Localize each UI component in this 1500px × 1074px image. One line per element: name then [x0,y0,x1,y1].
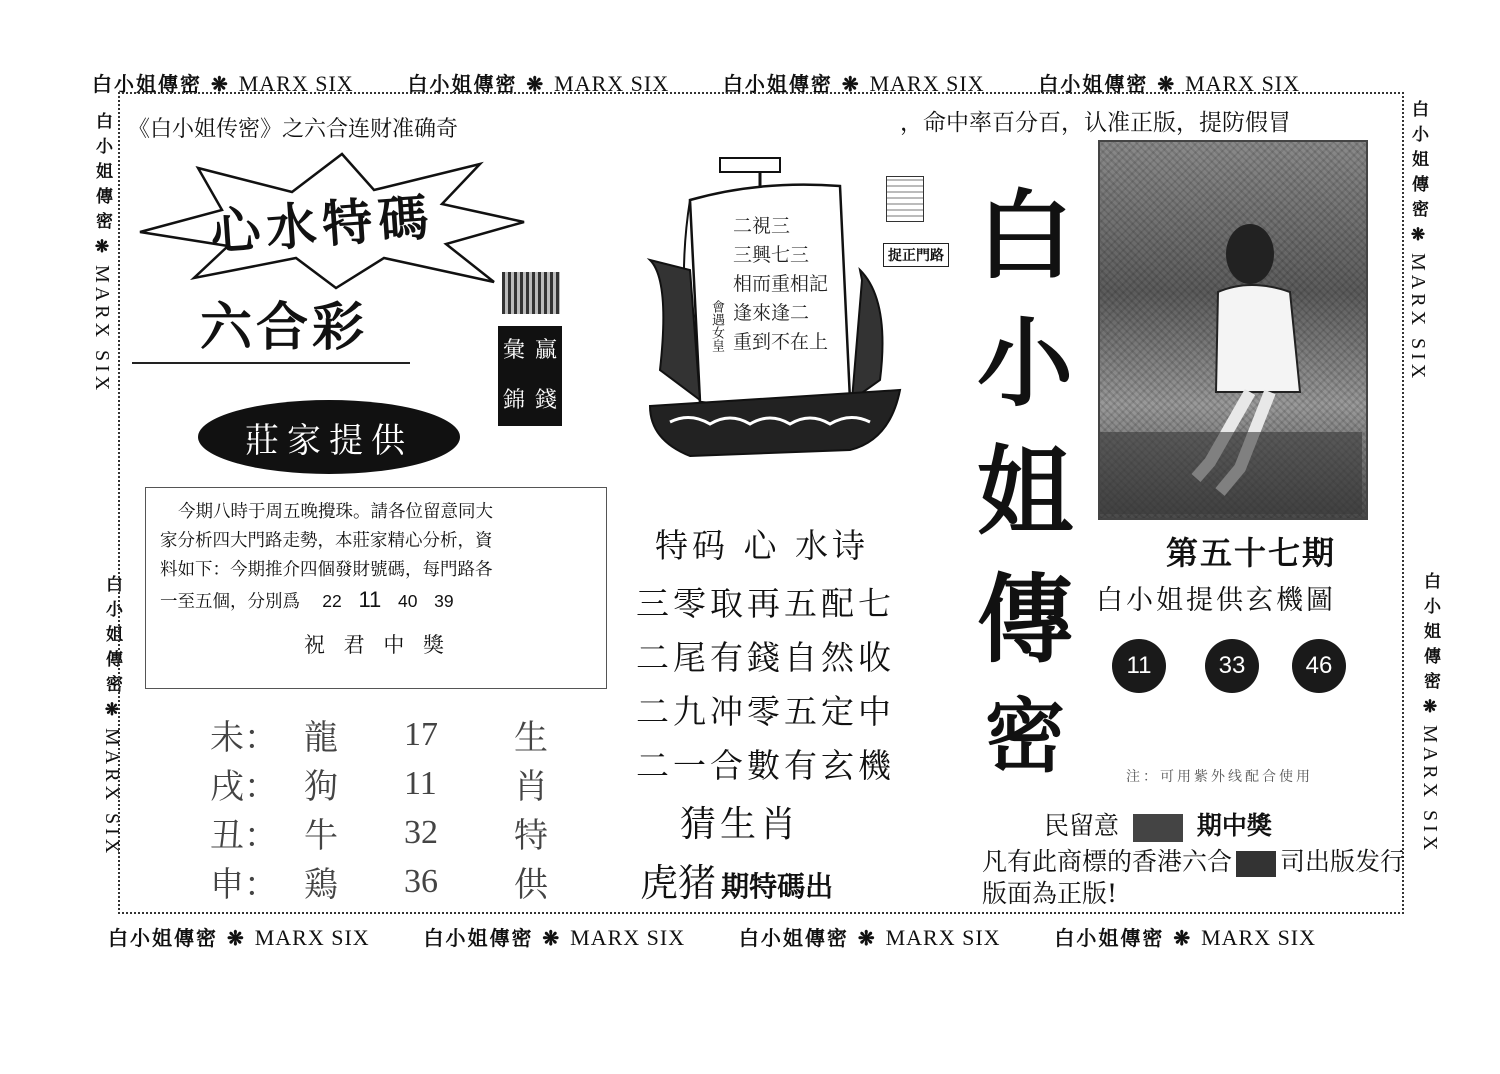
border-top-strip: 白小姐傳密 ❋ MARX SIX 白小姐傳密 ❋ MARX SIX 白小姐傳密 ❋ MARX SIX 白小姐傳密 ❋ MARX SIX [92,71,1301,96]
ship-side-label: 會遇女皇 [709,300,724,352]
poem-line: 二尾有錢自然收 [636,638,895,677]
ship-tag-label: 捉正門路 [883,243,949,267]
divider-line [132,362,410,364]
table-row: 申： 鶏 36 供 [210,862,548,905]
issue-provider: 白小姐提供玄機圖 [1096,585,1336,616]
number-ball: 46 [1292,639,1346,693]
border-left-strip-bottom: 白小姐傳密❋MARX SIX [101,575,123,858]
recommend-number: 40 [397,591,418,611]
footer-line1: 民留意 期中獎 [1044,811,1272,840]
header-tagline-left: 《白小姐传密》之六合连财准确奇 [128,117,459,142]
model-photo [1098,140,1368,520]
issue-label: 第五十七期 [1166,534,1337,572]
zodiac-table [210,710,548,906]
notice-line: 今期八時于周五晚攪珠。請各位留意同大 [178,502,493,522]
border-right-strip-top: 白小姐傳密❋MARX SIX [1407,100,1429,383]
number-ball: 33 [1205,639,1259,693]
logo-stamp [1133,814,1183,842]
guess-answer-row [640,852,833,907]
poem-line: 二一合數有玄機 [636,746,895,785]
border-left-strip-top: 白小姐傳密❋MARX SIX [91,112,113,395]
border-right-strip-bottom: 白小姐傳密❋MARX SIX [1419,572,1441,855]
table-row: 未： 龍 17 生 [210,715,548,758]
recommend-number: 39 [434,591,454,611]
notice-wish: 祝 君 中 獎 [303,633,451,657]
recommend-number: 11 [358,587,382,612]
ship-tag [886,176,924,222]
uv-note: 注：可用紫外线配合使用 [1126,769,1313,785]
poem-line: 三零取再五配七 [636,584,895,623]
subtitle-lottery: 六合彩 [200,298,369,358]
border-bottom-strip: 白小姐傳密 ❋ MARX SIX 白小姐傳密 ❋ MARX SIX 白小姐傳密 ❋ MARX SIX 白小姐傳密 ❋ MARX SIX [108,925,1317,950]
footer-line2: 凡有此商標的香港六合 司出版发行 [982,847,1406,876]
notice-line: 家分析四大門路走勢，本莊家精心分析，資 [160,531,493,551]
side-chars-block: 彙 贏 錦 錢 [498,326,562,426]
notice-box [145,487,607,689]
footer-line3: 版面為正版! [982,879,1118,908]
notice-line-numbers: 一至五個，分別爲 22 11 40 39 [160,587,454,612]
figure-silhouette-icon [1100,142,1362,514]
star-title: 心水特碼 [208,188,437,262]
header-tagline-right: ，命中率百分百，认准正版，提防假冒 [900,110,1291,136]
notice-line: 料如下：今期推介四個發財號碼，每門路各 [160,560,493,580]
small-picture [502,272,560,314]
guess-suffix: 期特碼出 [721,870,834,903]
guess-answer: 虎猪 [640,861,717,905]
sail-text: 二視三 三興七三 相而重相記 逢來逢二 重到不在上 [733,215,829,353]
poem-line: 二九冲零五定中 [636,692,895,731]
recommend-number: 22 [322,591,342,611]
provider-badge: 莊家提供 [198,400,460,474]
number-ball: 11 [1112,639,1166,693]
table-row: 戌： 狗 11 肖 [210,764,548,807]
guess-label: 猜生肖 [680,804,801,845]
logo-stamp [1236,851,1276,877]
poem-title: 特码 心 水诗 [655,526,869,565]
table-row: 丑： 牛 32 特 [210,813,548,856]
vertical-title: 白 小 姐 傳 密 [977,180,1073,783]
